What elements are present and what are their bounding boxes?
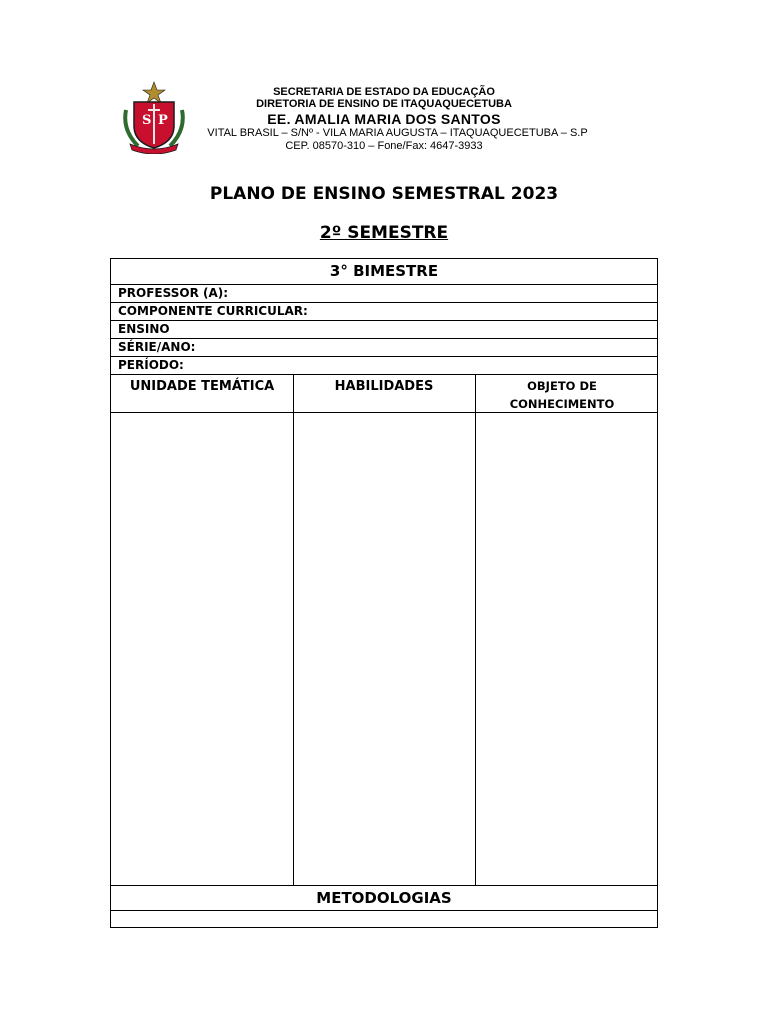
column-header-habilidades: HABILIDADES: [334, 379, 434, 394]
header-contact: CEP. 08570-310 – Fone/Fax: 4647-3933: [285, 140, 483, 152]
field-row-ensino[interactable]: [111, 321, 657, 339]
cell-habilidades-content[interactable]: [294, 413, 475, 885]
field-label-serie: SÉRIE/ANO:: [118, 340, 196, 354]
cell-unidade-content[interactable]: [111, 413, 293, 885]
header-diretoria: DIRETORIA DE ENSINO DE ITAQUAQUECETUBA: [256, 98, 512, 110]
field-row-professor[interactable]: [111, 285, 657, 303]
field-label-periodo: PERÍODO:: [118, 358, 184, 372]
methodology-content[interactable]: [111, 911, 657, 927]
document-title: PLANO DE ENSINO SEMESTRAL 2023: [209, 184, 559, 204]
semester-title: 2º SEMESTRE: [319, 223, 449, 243]
svg-text:P: P: [158, 113, 168, 128]
header-address: VITAL BRASIL – S/Nº - VILA MARIA AUGUSTA – ITAQUAQUECETUBA – S.P: [207, 127, 588, 139]
plan-table: [110, 258, 658, 928]
bimester-row: [111, 259, 657, 285]
column-header-unidade: UNIDADE TEMÁTICA: [129, 379, 275, 394]
bimester-label: 3° BIMESTRE: [329, 262, 439, 280]
field-row-periodo[interactable]: [111, 357, 657, 375]
methodology-row: [111, 885, 657, 911]
methodology-label: METODOLOGIAS: [316, 889, 452, 907]
logo-letters: S: [142, 113, 152, 128]
field-label-professor: PROFESSOR (A):: [118, 286, 229, 300]
field-row-serie[interactable]: [111, 339, 657, 357]
header-school-name: EE. AMALIA MARIA DOS SANTOS: [267, 111, 501, 127]
field-label-ensino: ENSINO: [118, 322, 170, 336]
header-secretaria: SECRETARIA DE ESTADO DA EDUCAÇÃO: [273, 86, 495, 98]
column-header-objeto: OBJETO DE CONHECIMENTO: [509, 379, 615, 411]
field-label-componente: COMPONENTE CURRICULAR:: [118, 304, 308, 318]
field-row-componente[interactable]: [111, 303, 657, 321]
cell-objeto-content[interactable]: [476, 413, 657, 885]
